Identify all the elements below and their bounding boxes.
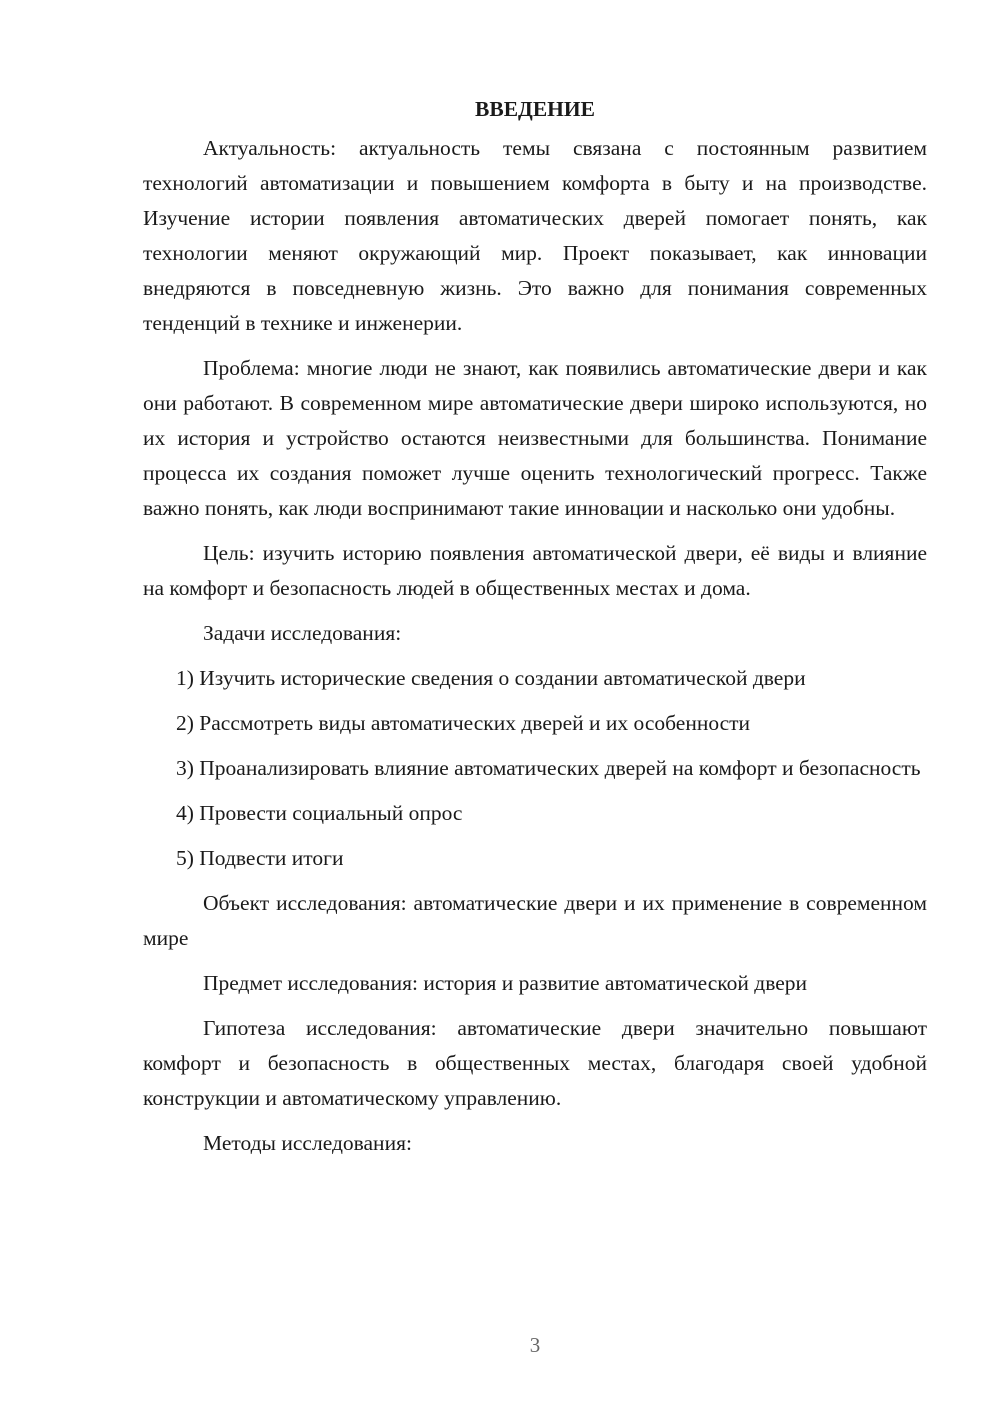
paragraph-tasks-heading: Задачи исследования: <box>203 621 402 645</box>
paragraph-hypothesis: Гипотеза исследования: автоматические двери значительно повышают комфорт и безопасность в общественных местах, благодаря своей удобной конструкции и автоматическому управлению. <box>143 1016 927 1110</box>
task-item-1: 1) Изучить исторические сведения о создании автоматической двери <box>176 666 806 690</box>
paragraph-subject: Предмет исследования: история и развитие автоматической двери <box>203 971 808 995</box>
paragraph-methods: Методы исследования: <box>203 1131 412 1155</box>
paragraph-object: Объект исследования: автоматические двери и их применение в современном мире <box>143 891 927 950</box>
document-page <box>143 92 927 1161</box>
task-item-4: 4) Провести социальный опрос <box>176 801 463 825</box>
page-number: 3 <box>529 1333 541 1357</box>
paragraph-problem: Проблема: многие люди не знают, как появились автоматические двери и как они работают. В современном мире автоматические двери широко используются, но их история и устройство остаются неизвестными для большинства. Понимание процесса их создания поможет лучше оценить технологический прогресс. Также важно понять, как люди воспринимают такие инновации и насколько они удобны. <box>143 356 927 520</box>
paragraph-goal: Цель: изучить историю появления автоматической двери, её виды и влияние на комфорт и безопасность людей в общественных местах и дома. <box>143 541 927 600</box>
task-item-2: 2) Рассмотреть виды автоматических дверей и их особенности <box>176 711 751 735</box>
section-title: ВВЕДЕНИЕ <box>475 97 595 121</box>
paragraph-relevance: Актуальность: актуальность темы связана с постоянным развитием технологий автоматизации и повышением комфорта в быту и на производстве. Изучение истории появления автоматических дверей помогает понять, как технологии меняют окружающий мир. Проект показывает, как инновации внедряются в повседневную жизнь. Это важно для понимания современных тенденций в технике и инженерии. <box>143 136 927 335</box>
task-item-3: 3) Проанализировать влияние автоматических дверей на комфорт и безопасность <box>176 756 921 780</box>
task-item-5: 5) Подвести итоги <box>176 846 344 870</box>
